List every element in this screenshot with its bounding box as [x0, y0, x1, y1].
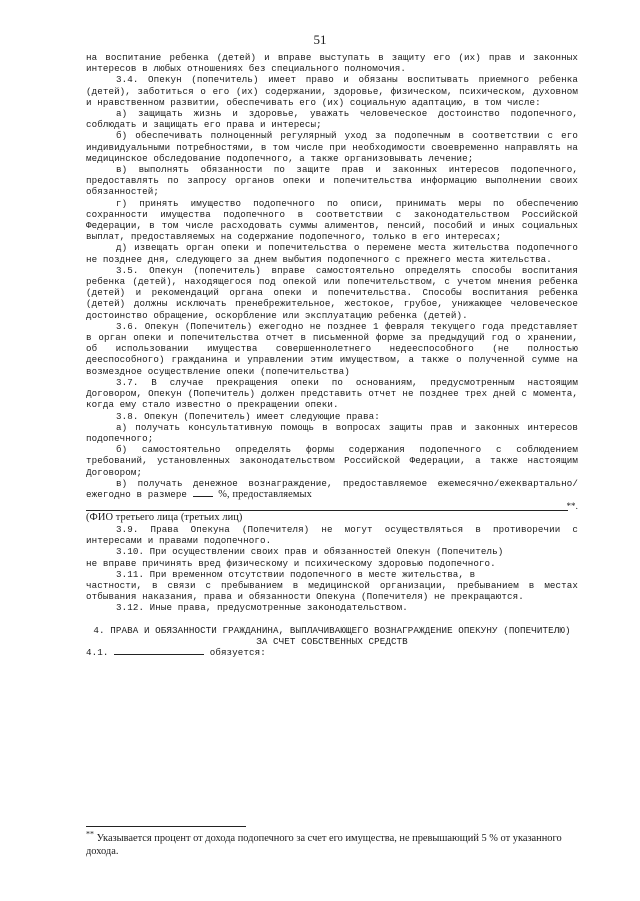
footnote — [86, 829, 566, 858]
footnote-mark: ** — [86, 829, 94, 839]
paragraph-3-4-b: б) обеспечивать полноценный регулярный уход за подопечным в соответствии с его индивидуальными потребностями, в том числе при необходимости своевременно направлять на медицинское обследование подопечного, а также организовывать лечение; — [86, 130, 578, 164]
fio-label: (ФИО третьего лица (третьих лиц) — [86, 511, 243, 523]
paragraph-3-8-v — [86, 478, 578, 501]
paragraph-3-9: 3.9. Права Опекуна (Попечителя) не могут осуществляться в противоречии с интересами и правами подопечного. — [86, 523, 578, 547]
page-number: 51 — [313, 32, 327, 47]
fio-line — [86, 501, 578, 512]
paragraph: на воспитание ребенка (детей) и вправе выступать в защиту его (их) прав и законных интересов в любых отношениях без специального полномочия. — [86, 52, 578, 75]
paragraph-3-4-v: в) выполнять обязанности по защите прав и законных интересов подопечного, предоставлять по запросу органов опеки и попечительства информацию выполнении своих обязанностей; — [86, 164, 578, 198]
paragraph-3-4-g: г) принять имущество подопечного по описи, принимать меры по обеспечению сохранности имущества подопечного в соответствии с законодательством Российской Федерации, в том числе расходовать суммы алиментов, пенсий, пособий и иных социальных выплат, предоставляемых на содержание подопечного, только в его интересах; — [86, 197, 578, 243]
paragraph-3-7: 3.7. В случае прекращения опеки по основаниям, предусмотренным настоящим Договором, Опекун (Попечитель) должен представить отчет не позднее трех дней с момента, когда ему стало известно о прекращении опеки. — [86, 376, 578, 411]
paragraph-3-8-b: б) самостоятельно определять формы содержания подопечного с соблюдением требований, установленных законодательством Российской Федерации, а также настоящим Договором; — [86, 444, 578, 478]
footnote-separator — [86, 826, 246, 827]
item-text: обязуется: — [209, 646, 266, 658]
fio-underline — [86, 510, 568, 511]
paragraph-3-10-cont: не вправе причинять вред физическому и психическому здоровью подопечного. — [86, 557, 496, 569]
paragraph-3-5: 3.5. Опекун (попечитель) вправе самостоятельно определять способы воспитания ребенка (детей), находящегося под опекой или попечительством, с учетом мнения ребенка (детей) и рекомендаций органа опеки и попечительства. Способы воспитания ребенка (детей) должны исключать пренебрежительное, жестокое, грубое, унижающее человеческое достоинство обращение, оскорбление или эксплуатацию ребенка (детей). — [86, 264, 578, 321]
footnote-ref: **. — [566, 500, 578, 511]
paragraph-3-4: 3.4. Опекун (попечитель) имеет право и обязаны воспитывать приемного ребенка (детей), заботиться о его (их) содержании, здоровье, физическом, психическом, духовном и нравственном развитии, обеспечивать его (их) социальную адаптацию, в том числе: — [86, 74, 578, 108]
section-4-heading: 4. ПРАВА И ОБЯЗАННОСТИ ГРАЖДАНИНА, ВЫПЛАЧИВАЮЩЕГО ВОЗНАГРАЖДЕНИЕ ОПЕКУНУ (ПОПЕЧИТЕЛЮ) ЗА СЧЕТ СОБСТВЕННЫХ СРЕДСТВ — [93, 624, 571, 647]
item-number: 4.1. — [86, 646, 109, 658]
paragraph-3-8-a: а) получать консультативную помощь в вопросах защиты прав и законных интересов подопечного; — [86, 421, 578, 444]
paragraph-4-1 — [86, 647, 578, 658]
paragraph-3-12: 3.12. Иные права, предусмотренные законодательством. — [116, 602, 408, 614]
paragraph-3-4-a: а) защищать жизнь и здоровье, уважать человеческое достоинство подопечного, соблюдать и защищать его права и интересы; — [86, 108, 578, 131]
paragraph-3-11: 3.11. При временном отсутствии подопечного в месте жительства, в — [116, 568, 476, 580]
footnote-text: Указывается процент от дохода подопечного за счет его имущества, не превышающий 5 % от указанного дохода. — [86, 833, 562, 857]
paragraph-3-10: 3.10. При осуществлении своих прав и обязанностей Опекун (Попечитель) — [116, 546, 504, 558]
obligor-blank — [114, 654, 204, 655]
paragraph-3-6: 3.6. Опекун (Попечитель) ежегодно не позднее 1 февраля текущего года представляет в орган опеки и попечительства отчет в письменной форме за предыдущий год о хранении, об использовании имущества совершеннолетнего недееспособного (не полностью дееспособного) гражданина и управлении этим имуществом, а также о полученной сумме на возмездное осуществление опеки (попечительства) — [86, 320, 578, 377]
paragraph-3-8: 3.8. Опекун (Попечитель) имеет следующие права: — [116, 410, 380, 422]
document-body — [86, 52, 578, 658]
paragraph-3-8-v-text: в) получать денежное вознаграждение, предоставляемое ежемесячно/ежеквартально/ежегодно в размере — [86, 477, 578, 500]
paragraph-3-4-d: д) извещать орган опеки и попечительства о перемене места жительства подопечного не позднее дня, следующего за днем выбытия подопечного с прежнего места жительства. — [86, 242, 578, 265]
percent-blank — [193, 496, 213, 497]
percent-suffix: %, предоставляемых — [218, 488, 312, 500]
paragraph-3-11-cont: частности, в связи с пребыванием в медицинской организации, пребыванием в местах отбывания наказания, права и обязанности Опекуна (Попечителя) не прекращаются. — [86, 579, 578, 603]
